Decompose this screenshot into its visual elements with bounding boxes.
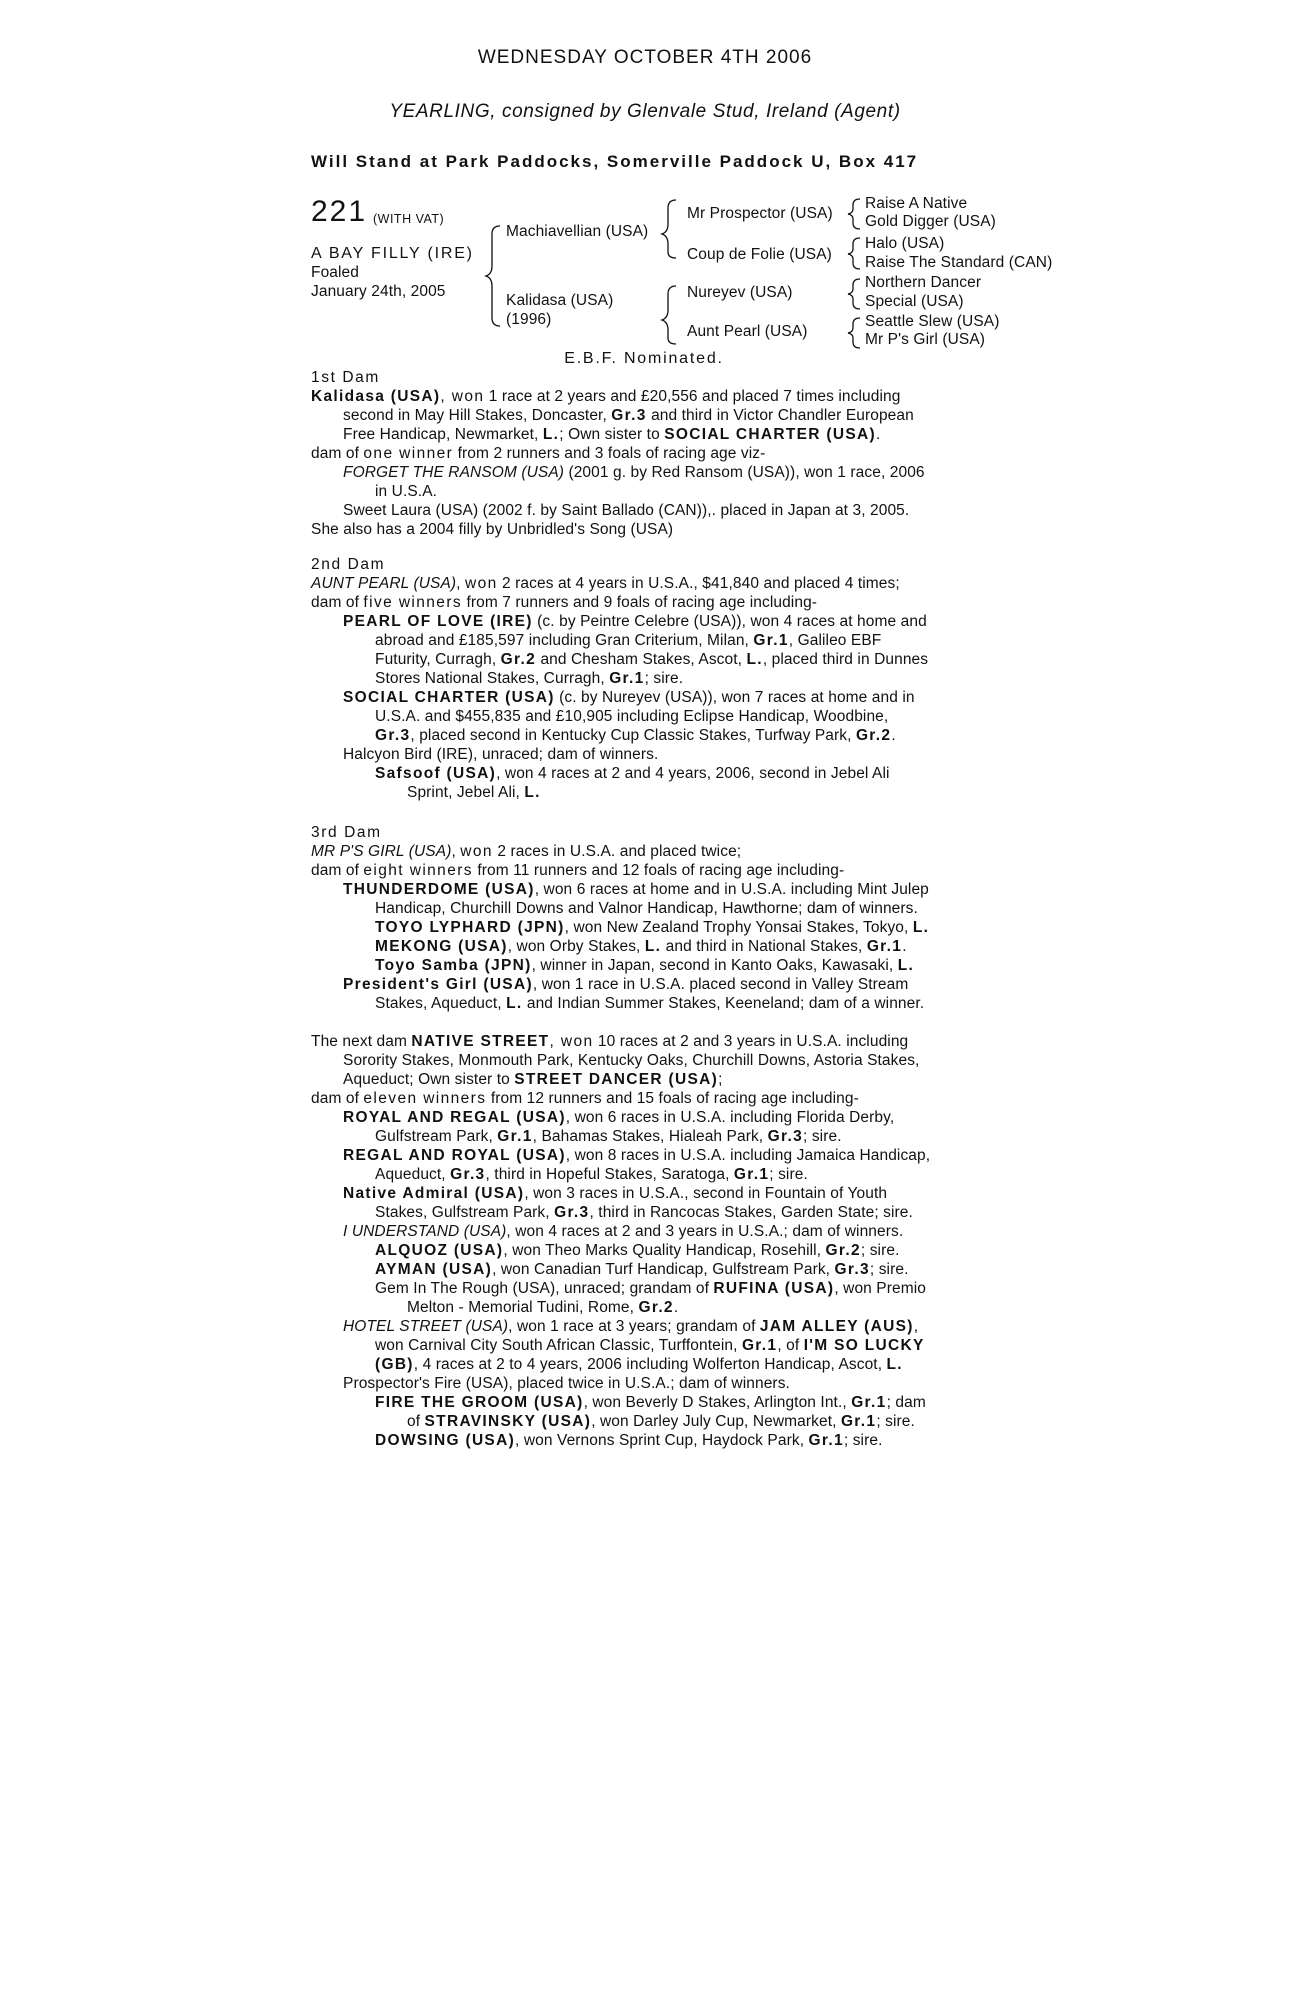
second-dam-line: Stores National Stakes, Curragh, Gr.1; sire. bbox=[375, 670, 684, 687]
next-dam-line: of STRAVINSKY (USA), won Darley July Cup, Newmarket, Gr.1; sire. bbox=[407, 1413, 915, 1430]
pedigree-ggp-6: Special (USA) bbox=[865, 293, 964, 310]
ebf-nominated: E.B.F. Nominated. bbox=[564, 350, 724, 367]
next-dam-line: Gem In The Rough (USA), unraced; grandam of RUFINA (USA), won Premio bbox=[375, 1280, 926, 1297]
second-dam-line: Halcyon Bird (IRE), unraced; dam of winners. bbox=[343, 746, 659, 763]
next-dam-line: dam of eleven winners from 12 runners and 15 foals of racing age including- bbox=[311, 1090, 859, 1107]
third-dam-line: Stakes, Aqueduct, L. and Indian Summer Stakes, Keeneland; dam of a winner. bbox=[375, 995, 925, 1012]
next-dam-line: REGAL AND ROYAL (USA), won 8 races in U.S.A. including Jamaica Handicap, bbox=[343, 1147, 931, 1164]
first-dam-line: dam of one winner from 2 runners and 3 foals of racing age viz- bbox=[311, 445, 766, 462]
third-dam-line: dam of eight winners from 11 runners and 12 foals of racing age including- bbox=[311, 862, 845, 879]
foaled-date: January 24th, 2005 bbox=[311, 283, 446, 300]
next-dam-line: ALQUOZ (USA), won Theo Marks Quality Handicap, Rosehill, Gr.2; sire. bbox=[375, 1242, 900, 1259]
first-dam-line: second in May Hill Stakes, Doncaster, Gr.3 and third in Victor Chandler European bbox=[343, 407, 914, 424]
foaled-label: Foaled bbox=[311, 264, 359, 281]
pedigree-ggp-4: Raise The Standard (CAN) bbox=[865, 254, 1053, 271]
next-dam-line: won Carnival City South African Classic, Turffontein, Gr.1, of I'M SO LUCKY bbox=[375, 1337, 925, 1354]
first-dam-heading: 1st Dam bbox=[311, 369, 380, 386]
pedigree-brackets bbox=[0, 0, 1290, 360]
next-dam-line: HOTEL STREET (USA), won 1 race at 3 years; grandam of JAM ALLEY (AUS), bbox=[343, 1318, 919, 1335]
second-dam-line: PEARL OF LOVE (IRE) (c. by Peintre Celebre (USA)), won 4 races at home and bbox=[343, 613, 927, 630]
consignment-line: YEARLING, consigned by Glenvale Stud, Ireland (Agent) bbox=[389, 101, 901, 122]
first-dam-line: Kalidasa (USA), won 1 race at 2 years and £20,556 and placed 7 times including bbox=[311, 388, 901, 405]
next-dam-line: AYMAN (USA), won Canadian Turf Handicap, Gulfstream Park, Gr.3; sire. bbox=[375, 1261, 909, 1278]
first-dam-section bbox=[311, 368, 1011, 539]
pedigree-sire-dam: Coup de Folie (USA) bbox=[687, 246, 832, 263]
pedigree-ggp-3: Halo (USA) bbox=[865, 235, 945, 252]
next-dam-line: Sorority Stakes, Monmouth Park, Kentucky Oaks, Churchill Downs, Astoria Stakes, bbox=[343, 1052, 920, 1069]
next-dam-line: ROYAL AND REGAL (USA), won 6 races in U.S.A. including Florida Derby, bbox=[343, 1109, 895, 1126]
second-dam-line: AUNT PEARL (USA), won 2 races at 4 years in U.S.A., $41,840 and placed 4 times; bbox=[311, 575, 900, 592]
pedigree-ggp-5: Northern Dancer bbox=[865, 274, 982, 291]
second-dam-line: Sprint, Jebel Ali, L. bbox=[407, 784, 541, 801]
third-dam-line: MEKONG (USA), won Orby Stakes, L. and third in National Stakes, Gr.1. bbox=[375, 938, 907, 955]
third-dam-line: Toyo Samba (JPN), winner in Japan, second in Kanto Oaks, Kawasaki, L. bbox=[375, 957, 915, 974]
next-dam-line: Gulfstream Park, Gr.1, Bahamas Stakes, Hialeah Park, Gr.3; sire. bbox=[375, 1128, 842, 1145]
second-dam-line: Futurity, Curragh, Gr.2 and Chesham Stakes, Ascot, L., placed third in Dunnes bbox=[375, 651, 929, 668]
next-dam-line: Stakes, Gulfstream Park, Gr.3, third in Rancocas Stakes, Garden State; sire. bbox=[375, 1204, 913, 1221]
second-dam-heading: 2nd Dam bbox=[311, 556, 386, 573]
first-dam-line: Free Handicap, Newmarket, L.; Own sister to SOCIAL CHARTER (USA). bbox=[343, 426, 881, 443]
third-dam-line: Handicap, Churchill Downs and Valnor Handicap, Hawthorne; dam of winners. bbox=[375, 900, 918, 917]
third-dam-line: THUNDERDOME (USA), won 6 races at home and in U.S.A. including Mint Julep bbox=[343, 881, 929, 898]
next-dam-line: Prospector's Fire (USA), placed twice in U.S.A.; dam of winners. bbox=[343, 1375, 790, 1392]
stand-location: Will Stand at Park Paddocks, Somerville Paddock U, Box 417 bbox=[311, 152, 919, 171]
first-dam-line: FORGET THE RANSOM (USA) (2001 g. by Red Ransom (USA)), won 1 race, 2006 bbox=[343, 464, 925, 481]
second-dam-section bbox=[311, 555, 1011, 802]
pedigree-ggp-8: Mr P's Girl (USA) bbox=[865, 331, 986, 348]
third-dam-heading: 3rd Dam bbox=[311, 824, 382, 841]
vat-note: (WITH VAT) bbox=[373, 212, 445, 226]
next-dam-line: Native Admiral (USA), won 3 races in U.S.A., second in Fountain of Youth bbox=[343, 1185, 888, 1202]
sale-date: WEDNESDAY OCTOBER 4TH 2006 bbox=[477, 47, 813, 68]
third-dam-line: MR P'S GIRL (USA), won 2 races in U.S.A. and placed twice; bbox=[311, 843, 742, 860]
first-dam-line: Sweet Laura (USA) (2002 f. by Saint Ballado (CAN)),. placed in Japan at 3, 2005. bbox=[343, 502, 910, 519]
next-dam-line: Aqueduct, Gr.3, third in Hopeful Stakes, Saratoga, Gr.1; sire. bbox=[375, 1166, 808, 1183]
next-dam-line: DOWSING (USA), won Vernons Sprint Cup, Haydock Park, Gr.1; sire. bbox=[375, 1432, 883, 1449]
pedigree-ggp-2: Gold Digger (USA) bbox=[865, 213, 996, 230]
pedigree-dam-sire: Nureyev (USA) bbox=[687, 284, 793, 301]
pedigree-ggp-1: Raise A Native bbox=[865, 195, 968, 212]
next-dam-line: (GB), 4 races at 2 to 4 years, 2006 including Wolferton Handicap, Ascot, L. bbox=[375, 1356, 903, 1373]
third-dam-line: President's Girl (USA), won 1 race in U.S.A. placed second in Valley Stream bbox=[343, 976, 909, 993]
second-dam-line: dam of five winners from 7 runners and 9 foals of racing age including- bbox=[311, 594, 818, 611]
first-dam-line: She also has a 2004 filly by Unbridled's Song (USA) bbox=[311, 521, 674, 538]
pedigree-sire: Machiavellian (USA) bbox=[506, 223, 649, 240]
lot-number: 221 bbox=[311, 195, 368, 228]
third-dam-line: TOYO LYPHARD (JPN), won New Zealand Trophy Yonsai Stakes, Tokyo, L. bbox=[375, 919, 930, 936]
second-dam-line: abroad and £185,597 including Gran Criterium, Milan, Gr.1, Galileo EBF bbox=[375, 632, 882, 649]
next-dam-line: FIRE THE GROOM (USA), won Beverly D Stakes, Arlington Int., Gr.1; dam bbox=[375, 1394, 926, 1411]
pedigree-sire-sire: Mr Prospector (USA) bbox=[687, 205, 833, 222]
second-dam-line: U.S.A. and $455,835 and £10,905 including Eclipse Handicap, Woodbine, bbox=[375, 708, 889, 725]
first-dam-line: in U.S.A. bbox=[375, 483, 438, 500]
pedigree-dam: Kalidasa (USA) bbox=[506, 292, 614, 309]
second-dam-line: Gr.3, placed second in Kentucky Cup Classic Stakes, Turfway Park, Gr.2. bbox=[375, 727, 896, 744]
lot-description: A BAY FILLY (IRE) bbox=[311, 245, 474, 262]
next-dam-line: The next dam NATIVE STREET, won 10 races at 2 and 3 years in U.S.A. including bbox=[311, 1033, 909, 1050]
next-dam-line: Melton - Memorial Tudini, Rome, Gr.2. bbox=[407, 1299, 679, 1316]
second-dam-line: Safsoof (USA), won 4 races at 2 and 4 years, 2006, second in Jebel Ali bbox=[375, 765, 890, 782]
pedigree-dam-year: (1996) bbox=[506, 311, 552, 328]
pedigree-dam-dam: Aunt Pearl (USA) bbox=[687, 323, 808, 340]
next-dam-line: I UNDERSTAND (USA), won 4 races at 2 and 3 years in U.S.A.; dam of winners. bbox=[343, 1223, 904, 1240]
pedigree-ggp-7: Seattle Slew (USA) bbox=[865, 313, 1000, 330]
second-dam-line: SOCIAL CHARTER (USA) (c. by Nureyev (USA)), won 7 races at home and in bbox=[343, 689, 915, 706]
third-dam-section bbox=[311, 823, 1011, 1013]
next-dam-line: Aqueduct; Own sister to STREET DANCER (USA); bbox=[343, 1071, 723, 1088]
next-dam-section bbox=[311, 1032, 1011, 1450]
